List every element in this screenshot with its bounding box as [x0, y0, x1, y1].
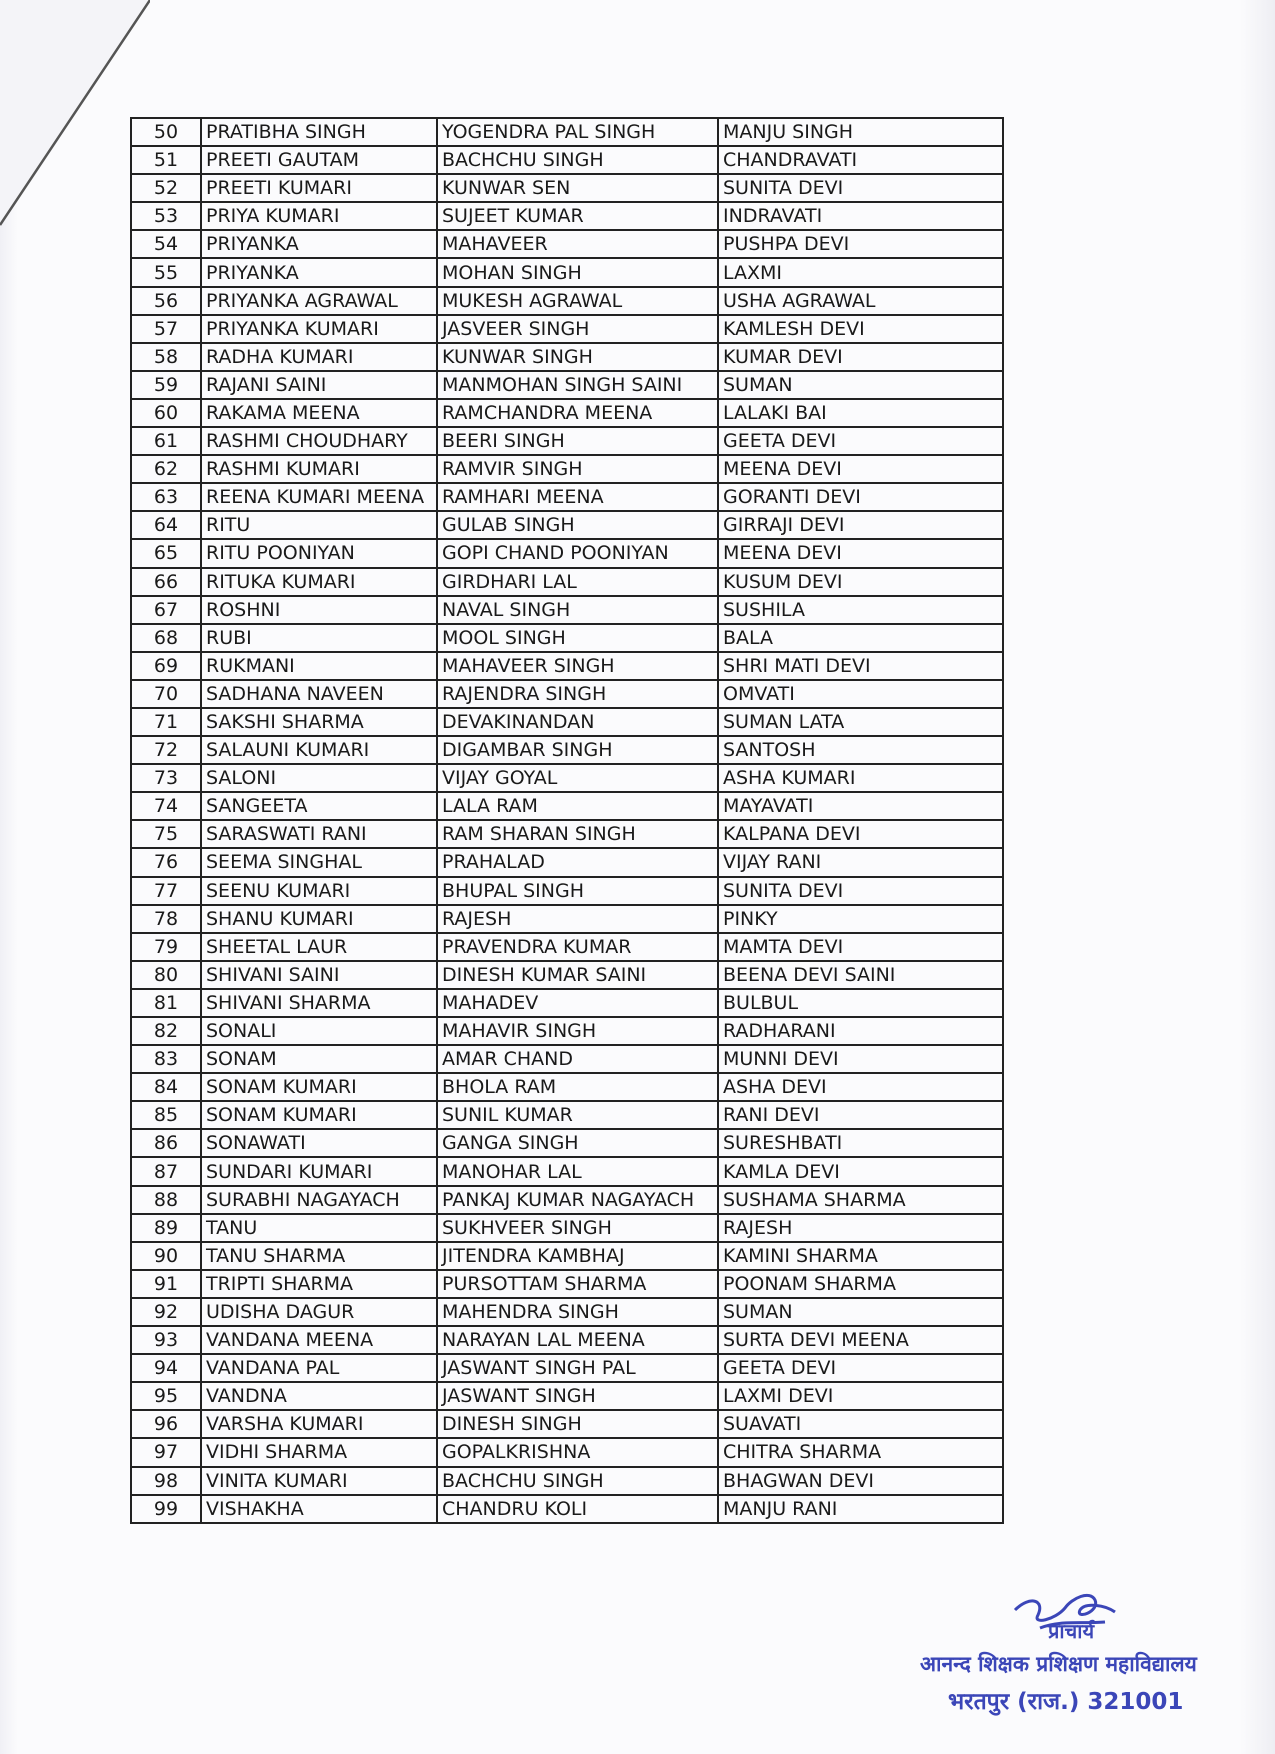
father-name-cell: JASWANT SINGH PAL — [437, 1354, 718, 1382]
mother-name-cell: SURTA DEVI MEENA — [718, 1326, 1003, 1354]
student-name-cell: PRIYANKA — [201, 258, 437, 286]
mother-name-cell: GEETA DEVI — [718, 427, 1003, 455]
table-row — [131, 146, 1003, 174]
student-name-cell: RITU — [201, 511, 437, 539]
table-row — [131, 961, 1003, 989]
student-name-cell: SONAM KUMARI — [201, 1101, 437, 1129]
serial-number-cell: 74 — [131, 792, 201, 820]
father-name-cell: GOPALKRISHNA — [437, 1438, 718, 1466]
mother-name-cell: KALPANA DEVI — [718, 820, 1003, 848]
student-name-cell: RASHMI CHOUDHARY — [201, 427, 437, 455]
mother-name-cell: SURESHBATI — [718, 1129, 1003, 1157]
table-row — [131, 427, 1003, 455]
student-name-cell: PREETI KUMARI — [201, 174, 437, 202]
table-row — [131, 1467, 1003, 1495]
serial-number-cell: 84 — [131, 1073, 201, 1101]
mother-name-cell: SUNITA DEVI — [718, 174, 1003, 202]
father-name-cell: GANGA SINGH — [437, 1129, 718, 1157]
table-row — [131, 539, 1003, 567]
mother-name-cell: ASHA KUMARI — [718, 764, 1003, 792]
serial-number-cell: 98 — [131, 1467, 201, 1495]
father-name-cell: RAMHARI MEENA — [437, 483, 718, 511]
serial-number-cell: 61 — [131, 427, 201, 455]
table-row — [131, 258, 1003, 286]
mother-name-cell: POONAM SHARMA — [718, 1270, 1003, 1298]
student-name-cell: SURABHI NAGAYACH — [201, 1186, 437, 1214]
mother-name-cell: GIRRAJI DEVI — [718, 511, 1003, 539]
serial-number-cell: 57 — [131, 315, 201, 343]
father-name-cell: BACHCHU SINGH — [437, 146, 718, 174]
mother-name-cell: BEENA DEVI SAINI — [718, 961, 1003, 989]
table-row — [131, 877, 1003, 905]
table-row — [131, 483, 1003, 511]
serial-number-cell: 63 — [131, 483, 201, 511]
mother-name-cell: RANI DEVI — [718, 1101, 1003, 1129]
serial-number-cell: 83 — [131, 1045, 201, 1073]
student-name-cell: SONAWATI — [201, 1129, 437, 1157]
table-row — [131, 1101, 1003, 1129]
father-name-cell: PANKAJ KUMAR NAGAYACH — [437, 1186, 718, 1214]
father-name-cell: LALA RAM — [437, 792, 718, 820]
student-name-cell: SHIVANI SAINI — [201, 961, 437, 989]
mother-name-cell: LALAKI BAI — [718, 399, 1003, 427]
mother-name-cell: MEENA DEVI — [718, 455, 1003, 483]
serial-number-cell: 93 — [131, 1326, 201, 1354]
father-name-cell: SUJEET KUMAR — [437, 202, 718, 230]
serial-number-cell: 68 — [131, 624, 201, 652]
serial-number-cell: 86 — [131, 1129, 201, 1157]
father-name-cell: NARAYAN LAL MEENA — [437, 1326, 718, 1354]
mother-name-cell: MEENA DEVI — [718, 539, 1003, 567]
mother-name-cell: RAJESH — [718, 1214, 1003, 1242]
mother-name-cell: GORANTI DEVI — [718, 483, 1003, 511]
father-name-cell: NAVAL SINGH — [437, 596, 718, 624]
serial-number-cell: 66 — [131, 568, 201, 596]
student-name-cell: SADHANA NAVEEN — [201, 680, 437, 708]
serial-number-cell: 72 — [131, 736, 201, 764]
student-name-cell: SONALI — [201, 1017, 437, 1045]
student-name-cell: SONAM — [201, 1045, 437, 1073]
father-name-cell: GIRDHARI LAL — [437, 568, 718, 596]
student-name-cell: VANDNA — [201, 1382, 437, 1410]
mother-name-cell: SUMAN — [718, 1298, 1003, 1326]
father-name-cell: DINESH SINGH — [437, 1410, 718, 1438]
serial-number-cell: 89 — [131, 1214, 201, 1242]
father-name-cell: MANOHAR LAL — [437, 1157, 718, 1185]
serial-number-cell: 81 — [131, 989, 201, 1017]
student-name-cell: SANGEETA — [201, 792, 437, 820]
principal-stamp — [900, 1580, 1230, 1720]
student-name-cell: RITU POONIYAN — [201, 539, 437, 567]
student-name-cell: RUKMANI — [201, 652, 437, 680]
table-row — [131, 1410, 1003, 1438]
student-name-cell: PRIYANKA KUMARI — [201, 315, 437, 343]
father-name-cell: BEERI SINGH — [437, 427, 718, 455]
father-name-cell: BACHCHU SINGH — [437, 1467, 718, 1495]
table-row — [131, 174, 1003, 202]
mother-name-cell: VIJAY RANI — [718, 848, 1003, 876]
table-row — [131, 399, 1003, 427]
father-name-cell: RAMVIR SINGH — [437, 455, 718, 483]
mother-name-cell: KAMINI SHARMA — [718, 1242, 1003, 1270]
student-name-cell: ROSHNI — [201, 596, 437, 624]
father-name-cell: MOOL SINGH — [437, 624, 718, 652]
serial-number-cell: 97 — [131, 1438, 201, 1466]
father-name-cell: YOGENDRA PAL SINGH — [437, 118, 718, 146]
serial-number-cell: 71 — [131, 708, 201, 736]
table-row — [131, 708, 1003, 736]
table-row — [131, 624, 1003, 652]
mother-name-cell: SHRI MATI DEVI — [718, 652, 1003, 680]
table-row — [131, 848, 1003, 876]
mother-name-cell: CHITRA SHARMA — [718, 1438, 1003, 1466]
table-row — [131, 1129, 1003, 1157]
table-row — [131, 1214, 1003, 1242]
serial-number-cell: 65 — [131, 539, 201, 567]
serial-number-cell: 56 — [131, 287, 201, 315]
table-row — [131, 1438, 1003, 1466]
serial-number-cell: 58 — [131, 343, 201, 371]
father-name-cell: GULAB SINGH — [437, 511, 718, 539]
father-name-cell: JASVEER SINGH — [437, 315, 718, 343]
table-row — [131, 343, 1003, 371]
student-name-cell: RUBI — [201, 624, 437, 652]
father-name-cell: DEVAKINANDAN — [437, 708, 718, 736]
serial-number-cell: 82 — [131, 1017, 201, 1045]
student-name-cell: RADHA KUMARI — [201, 343, 437, 371]
stamp-college-name: आनन्द शिक्षक प्रशिक्षण महाविद्यालय — [920, 1652, 1197, 1676]
table-row — [131, 736, 1003, 764]
mother-name-cell: SUSHILA — [718, 596, 1003, 624]
father-name-cell: RAJESH — [437, 905, 718, 933]
mother-name-cell: LAXMI DEVI — [718, 1382, 1003, 1410]
serial-number-cell: 85 — [131, 1101, 201, 1129]
serial-number-cell: 60 — [131, 399, 201, 427]
mother-name-cell: GEETA DEVI — [718, 1354, 1003, 1382]
serial-number-cell: 59 — [131, 371, 201, 399]
student-name-cell: PRIYA KUMARI — [201, 202, 437, 230]
table-row — [131, 820, 1003, 848]
student-name-cell: SHEETAL LAUR — [201, 933, 437, 961]
serial-number-cell: 78 — [131, 905, 201, 933]
mother-name-cell: MUNNI DEVI — [718, 1045, 1003, 1073]
serial-number-cell: 79 — [131, 933, 201, 961]
table-row — [131, 230, 1003, 258]
table-row — [131, 202, 1003, 230]
serial-number-cell: 87 — [131, 1157, 201, 1185]
table-row — [131, 1382, 1003, 1410]
father-name-cell: MAHADEV — [437, 989, 718, 1017]
table-row — [131, 680, 1003, 708]
serial-number-cell: 52 — [131, 174, 201, 202]
father-name-cell: KUNWAR SINGH — [437, 343, 718, 371]
stamp-address: भरतपुर (राज.) 321001 — [948, 1689, 1184, 1715]
serial-number-cell: 54 — [131, 230, 201, 258]
serial-number-cell: 75 — [131, 820, 201, 848]
page-fold-mark — [0, 0, 150, 230]
table-row — [131, 315, 1003, 343]
table-row — [131, 596, 1003, 624]
father-name-cell: BHUPAL SINGH — [437, 877, 718, 905]
student-name-cell: VANDANA PAL — [201, 1354, 437, 1382]
table-row — [131, 1298, 1003, 1326]
table-row — [131, 1017, 1003, 1045]
serial-number-cell: 96 — [131, 1410, 201, 1438]
table-row — [131, 933, 1003, 961]
table-row — [131, 1157, 1003, 1185]
table-row — [131, 371, 1003, 399]
stamp-designation: प्राचार्य — [1048, 1619, 1095, 1640]
table-row — [131, 1045, 1003, 1073]
serial-number-cell: 90 — [131, 1242, 201, 1270]
student-name-cell: RITUKA KUMARI — [201, 568, 437, 596]
father-name-cell: MUKESH AGRAWAL — [437, 287, 718, 315]
table-row — [131, 568, 1003, 596]
father-name-cell: JITENDRA KAMBHAJ — [437, 1242, 718, 1270]
father-name-cell: BHOLA RAM — [437, 1073, 718, 1101]
student-name-cell: VIDHI SHARMA — [201, 1438, 437, 1466]
student-name-cell: VANDANA MEENA — [201, 1326, 437, 1354]
mother-name-cell: SUMAN LATA — [718, 708, 1003, 736]
serial-number-cell: 62 — [131, 455, 201, 483]
mother-name-cell: USHA AGRAWAL — [718, 287, 1003, 315]
mother-name-cell: BALA — [718, 624, 1003, 652]
table-row — [131, 1186, 1003, 1214]
mother-name-cell: SUNITA DEVI — [718, 877, 1003, 905]
serial-number-cell: 91 — [131, 1270, 201, 1298]
serial-number-cell: 76 — [131, 848, 201, 876]
student-name-cell: PRIYANKA AGRAWAL — [201, 287, 437, 315]
table-row — [131, 989, 1003, 1017]
student-name-cell: VINITA KUMARI — [201, 1467, 437, 1495]
serial-number-cell: 50 — [131, 118, 201, 146]
father-name-cell: RAMCHANDRA MEENA — [437, 399, 718, 427]
serial-number-cell: 70 — [131, 680, 201, 708]
father-name-cell: SUKHVEER SINGH — [437, 1214, 718, 1242]
mother-name-cell: KAMLESH DEVI — [718, 315, 1003, 343]
table-row — [131, 1354, 1003, 1382]
father-name-cell: JASWANT SINGH — [437, 1382, 718, 1410]
student-name-cell: RASHMI KUMARI — [201, 455, 437, 483]
table-row — [131, 511, 1003, 539]
table-row — [131, 1326, 1003, 1354]
father-name-cell: RAM SHARAN SINGH — [437, 820, 718, 848]
mother-name-cell: PUSHPA DEVI — [718, 230, 1003, 258]
student-name-cell: TANU — [201, 1214, 437, 1242]
student-name-cell: TANU SHARMA — [201, 1242, 437, 1270]
father-name-cell: AMAR CHAND — [437, 1045, 718, 1073]
student-name-cell: RAJANI SAINI — [201, 371, 437, 399]
student-name-cell: SHANU KUMARI — [201, 905, 437, 933]
serial-number-cell: 53 — [131, 202, 201, 230]
mother-name-cell: ASHA DEVI — [718, 1073, 1003, 1101]
mother-name-cell: CHANDRAVATI — [718, 146, 1003, 174]
father-name-cell: CHANDRU KOLI — [437, 1495, 718, 1523]
mother-name-cell: SUAVATI — [718, 1410, 1003, 1438]
student-name-cell: PREETI GAUTAM — [201, 146, 437, 174]
father-name-cell: PURSOTTAM SHARMA — [437, 1270, 718, 1298]
mother-name-cell: PINKY — [718, 905, 1003, 933]
serial-number-cell: 69 — [131, 652, 201, 680]
father-name-cell: MAHAVIR SINGH — [437, 1017, 718, 1045]
father-name-cell: MOHAN SINGH — [437, 258, 718, 286]
serial-number-cell: 64 — [131, 511, 201, 539]
student-name-cell: REENA KUMARI MEENA — [201, 483, 437, 511]
table-row — [131, 455, 1003, 483]
student-name-cell: SUNDARI KUMARI — [201, 1157, 437, 1185]
mother-name-cell: OMVATI — [718, 680, 1003, 708]
father-name-cell: PRAVENDRA KUMAR — [437, 933, 718, 961]
mother-name-cell: MANJU RANI — [718, 1495, 1003, 1523]
father-name-cell: RAJENDRA SINGH — [437, 680, 718, 708]
mother-name-cell: MANJU SINGH — [718, 118, 1003, 146]
serial-number-cell: 67 — [131, 596, 201, 624]
student-name-cell: VARSHA KUMARI — [201, 1410, 437, 1438]
father-name-cell: VIJAY GOYAL — [437, 764, 718, 792]
table-row — [131, 1495, 1003, 1523]
serial-number-cell: 95 — [131, 1382, 201, 1410]
serial-number-cell: 92 — [131, 1298, 201, 1326]
table-row — [131, 792, 1003, 820]
serial-number-cell: 88 — [131, 1186, 201, 1214]
student-name-cell: SARASWATI RANI — [201, 820, 437, 848]
serial-number-cell: 99 — [131, 1495, 201, 1523]
student-name-cell: VISHAKHA — [201, 1495, 437, 1523]
father-name-cell: MAHAVEER — [437, 230, 718, 258]
student-name-cell: PRATIBHA SINGH — [201, 118, 437, 146]
mother-name-cell: MAYAVATI — [718, 792, 1003, 820]
father-name-cell: MANMOHAN SINGH SAINI — [437, 371, 718, 399]
father-name-cell: SUNIL KUMAR — [437, 1101, 718, 1129]
table-row — [131, 287, 1003, 315]
mother-name-cell: KUSUM DEVI — [718, 568, 1003, 596]
student-name-cell: SAKSHI SHARMA — [201, 708, 437, 736]
table-row — [131, 118, 1003, 146]
mother-name-cell: SUSHAMA SHARMA — [718, 1186, 1003, 1214]
mother-name-cell: KAMLA DEVI — [718, 1157, 1003, 1185]
father-name-cell: MAHAVEER SINGH — [437, 652, 718, 680]
table-row — [131, 905, 1003, 933]
table-row — [131, 652, 1003, 680]
mother-name-cell: BHAGWAN DEVI — [718, 1467, 1003, 1495]
serial-number-cell: 73 — [131, 764, 201, 792]
student-name-cell: RAKAMA MEENA — [201, 399, 437, 427]
mother-name-cell: SANTOSH — [718, 736, 1003, 764]
serial-number-cell: 51 — [131, 146, 201, 174]
signature — [1010, 1580, 1120, 1640]
student-name-cell: SONAM KUMARI — [201, 1073, 437, 1101]
serial-number-cell: 94 — [131, 1354, 201, 1382]
student-name-cell: SALONI — [201, 764, 437, 792]
student-name-cell: SEEMA SINGHAL — [201, 848, 437, 876]
father-name-cell: DINESH KUMAR SAINI — [437, 961, 718, 989]
student-register-table — [130, 117, 1004, 1524]
serial-number-cell: 55 — [131, 258, 201, 286]
student-name-cell: SEENU KUMARI — [201, 877, 437, 905]
table-row — [131, 764, 1003, 792]
student-name-cell: SALAUNI KUMARI — [201, 736, 437, 764]
father-name-cell: MAHENDRA SINGH — [437, 1298, 718, 1326]
father-name-cell: DIGAMBAR SINGH — [437, 736, 718, 764]
father-name-cell: PRAHALAD — [437, 848, 718, 876]
mother-name-cell: KUMAR DEVI — [718, 343, 1003, 371]
mother-name-cell: LAXMI — [718, 258, 1003, 286]
mother-name-cell: BULBUL — [718, 989, 1003, 1017]
mother-name-cell: MAMTA DEVI — [718, 933, 1003, 961]
serial-number-cell: 80 — [131, 961, 201, 989]
table-row — [131, 1270, 1003, 1298]
father-name-cell: KUNWAR SEN — [437, 174, 718, 202]
mother-name-cell: INDRAVATI — [718, 202, 1003, 230]
mother-name-cell: SUMAN — [718, 371, 1003, 399]
table-row — [131, 1073, 1003, 1101]
student-name-cell: SHIVANI SHARMA — [201, 989, 437, 1017]
mother-name-cell: RADHARANI — [718, 1017, 1003, 1045]
serial-number-cell: 77 — [131, 877, 201, 905]
student-name-cell: UDISHA DAGUR — [201, 1298, 437, 1326]
table-row — [131, 1242, 1003, 1270]
student-name-cell: TRIPTI SHARMA — [201, 1270, 437, 1298]
student-name-cell: PRIYANKA — [201, 230, 437, 258]
father-name-cell: GOPI CHAND POONIYAN — [437, 539, 718, 567]
table-body — [131, 118, 1003, 1523]
